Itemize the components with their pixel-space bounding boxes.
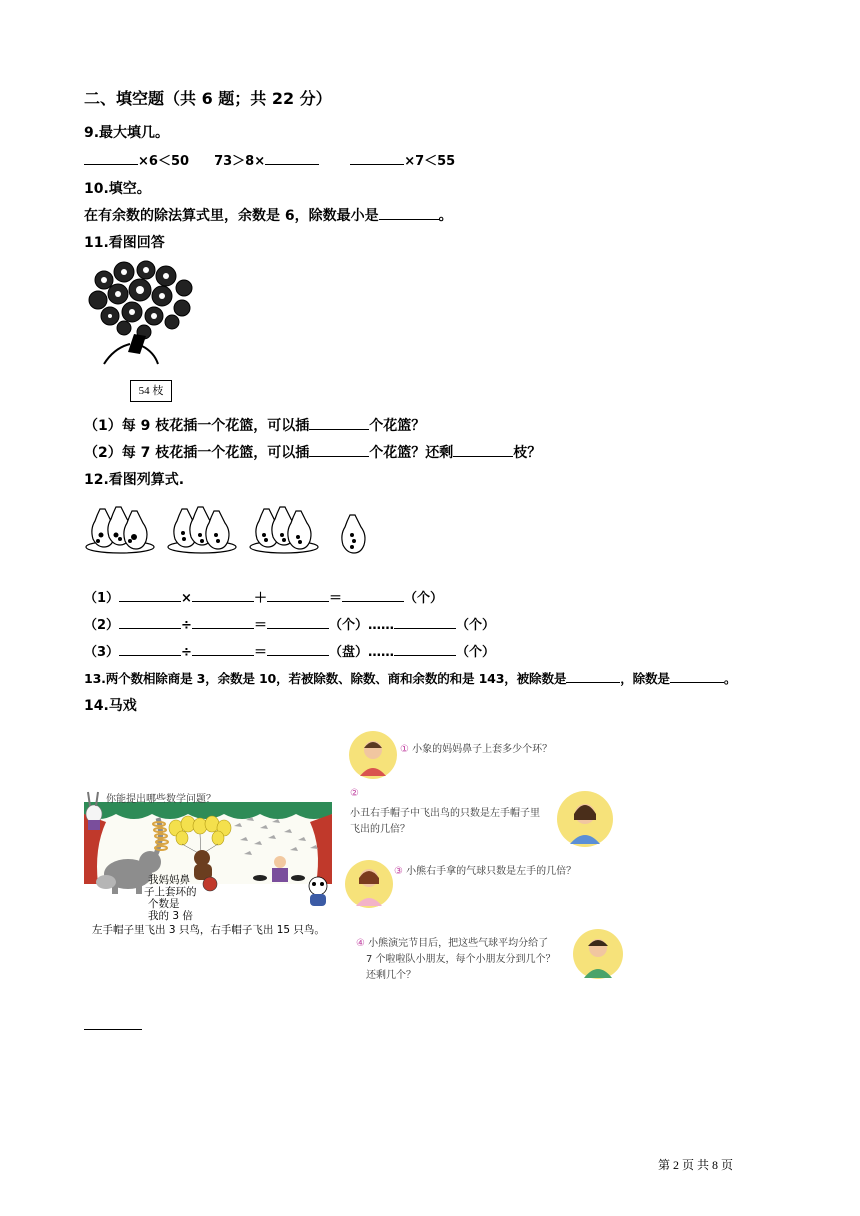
bubble-2-number — [350, 788, 359, 799]
bubble-number: ① — [400, 744, 409, 755]
q9-expressions — [84, 150, 455, 169]
q10-title: 10.填空。 — [84, 181, 151, 197]
answer-blank[interactable] — [119, 642, 181, 656]
flower-bouquet-image — [84, 260, 199, 370]
answer-blank[interactable] — [309, 442, 369, 457]
bubble-4-line1 — [356, 934, 548, 949]
q11-p2-text: （2）每 7 枝花插一个花篮，可以插 — [84, 445, 310, 461]
bubble-1 — [400, 740, 552, 755]
answer-blank[interactable] — [192, 615, 254, 629]
answer-blank[interactable] — [265, 151, 319, 165]
answer-blank[interactable] — [119, 615, 181, 629]
answer-blank[interactable] — [119, 588, 181, 602]
answer-blank[interactable] — [267, 642, 329, 656]
q13-mid: ，除数是 — [620, 671, 670, 686]
plate-3 — [250, 507, 318, 553]
single-pear — [342, 515, 365, 553]
q10-end: 。 — [438, 208, 453, 224]
q11-p2-end: 枝？ — [513, 445, 542, 461]
bubble-2-text2: 飞出的几倍？ — [350, 824, 410, 835]
plate-2 — [168, 507, 236, 553]
q11-p1-text: （1）每 9 枝花插一个花篮，可以插 — [84, 418, 310, 434]
answer-blank[interactable] — [670, 669, 724, 683]
q10-text — [84, 205, 453, 225]
answer-blank[interactable] — [267, 615, 329, 629]
elephant-text-2: 子上套环的 — [144, 886, 197, 898]
answer-blank[interactable] — [379, 205, 439, 220]
section-title: 二、填空题（共 6 题；共 22 分） — [84, 89, 332, 108]
times-sign: × — [181, 591, 192, 606]
elephant-text-4: 我的 3 倍 — [148, 910, 193, 922]
q12-row2 — [84, 614, 495, 633]
equals-sign: ＝ — [328, 591, 342, 606]
circus-scene-image — [84, 788, 334, 938]
elephant-text-1: 我妈妈鼻 — [148, 874, 190, 886]
q12-row1 — [84, 587, 443, 606]
q11-title: 11.看图回答 — [84, 235, 165, 251]
bubble-text: 小熊右手拿的气球只数是左手的几倍？ — [406, 866, 577, 877]
page-footer: 第 2 页 共 8 页 — [658, 1158, 734, 1172]
unit-label: （个） — [455, 618, 495, 633]
stem-count-label: 54 枝 — [130, 380, 172, 402]
boy-avatar-icon — [348, 730, 398, 780]
q12-row3 — [84, 641, 495, 660]
row-number: （2） — [84, 618, 120, 633]
unit-label: （个） — [455, 645, 495, 660]
pears-on-plates-image — [84, 505, 384, 560]
bubble-4-line3: 还剩几个？ — [366, 970, 416, 981]
bubble-number: ③ — [394, 866, 403, 877]
divide-sign: ÷ — [181, 618, 192, 633]
row-number: （1） — [84, 591, 120, 606]
girl-glasses-avatar-icon — [344, 858, 394, 910]
q13-prompt: 13.两个数相除商是 3，余数是 10，若被除数、除数、商和余数的和是 143，被除数是 — [84, 671, 567, 686]
q9-expr1: ×6＜50 — [138, 154, 190, 169]
bubble-number: ④ — [356, 938, 365, 949]
q11-p1-end: 个花篮？ — [369, 418, 426, 434]
unit-label: （个） — [328, 618, 368, 633]
bubble-text: 小熊演完节目后，把这些气球平均分给了 — [368, 938, 549, 949]
hats-birds-text: 左手帽子里飞出 3 只鸟，右手帽子飞出 15 只鸟。 — [92, 924, 325, 936]
unit-label: （个） — [403, 591, 443, 606]
circus-stage-illustration — [84, 788, 334, 938]
q13-end: 。 — [723, 671, 737, 686]
remainder-dots: …… — [367, 618, 394, 633]
answer-blank[interactable] — [84, 151, 138, 165]
q9-title: 9.最大填几。 — [84, 125, 170, 141]
q14-answer-blank[interactable] — [84, 1015, 142, 1030]
bubble-3 — [394, 862, 576, 877]
q11-part1 — [84, 415, 425, 435]
bubble-text: 小象的妈妈鼻子上套多少个环？ — [412, 744, 553, 755]
divide-sign: ÷ — [181, 645, 192, 660]
answer-blank[interactable] — [350, 151, 404, 165]
bubble-4-line2: 7 个啦啦队小朋友，每个小朋友分到几个？ — [366, 954, 556, 965]
answer-blank[interactable] — [566, 669, 620, 683]
answer-blank[interactable] — [192, 588, 254, 602]
bubble-2-text: 小丑右手帽子中飞出鸟的只数是左手帽子里 — [350, 808, 540, 819]
bubble-number: ② — [350, 788, 359, 799]
equals-sign: ＝ — [253, 618, 267, 633]
q11-part2 — [84, 442, 541, 462]
q9-expr3: ×7＜55 — [404, 154, 456, 169]
scene-question: 你能提出哪些数学问题？ — [106, 794, 216, 805]
q9-expr2: 73＞8× — [214, 154, 266, 169]
boy-thinking-avatar-icon — [572, 928, 624, 980]
plus-sign: ＋ — [253, 591, 267, 606]
equals-sign: ＝ — [253, 645, 267, 660]
answer-blank[interactable] — [453, 442, 513, 457]
unit-label: （盘） — [328, 645, 368, 660]
answer-blank[interactable] — [267, 588, 329, 602]
plate-1 — [86, 507, 154, 553]
answer-blank[interactable] — [342, 588, 404, 602]
q12-title: 12.看图列算式. — [84, 472, 185, 488]
answer-blank[interactable] — [309, 415, 369, 430]
remainder-dots: …… — [367, 645, 394, 660]
q14-title: 14.马戏 — [84, 698, 137, 714]
girl-avatar-icon — [556, 790, 614, 848]
q10-prompt: 在有余数的除法算式里，余数是 6，除数最小是 — [84, 208, 379, 224]
circus-questions-panel — [344, 728, 634, 988]
answer-blank[interactable] — [394, 642, 456, 656]
q13-text — [84, 668, 736, 687]
row-number: （3） — [84, 645, 120, 660]
q11-p2-mid: 个花篮？还剩 — [369, 445, 454, 461]
answer-blank[interactable] — [192, 642, 254, 656]
elephant-text-3: 个数是 — [148, 898, 180, 910]
answer-blank[interactable] — [394, 615, 456, 629]
